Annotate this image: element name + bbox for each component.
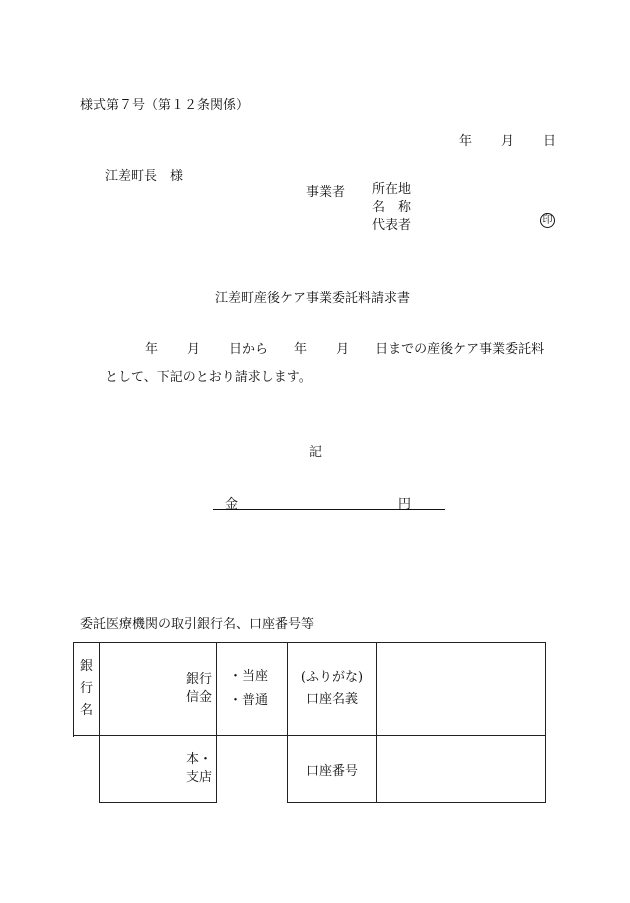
amount-line bbox=[213, 493, 445, 510]
account-number-label-cell bbox=[288, 736, 377, 803]
address-label: 所在地 bbox=[372, 182, 412, 197]
form-number: 様式第７号（第１２条関係） bbox=[80, 98, 250, 113]
body-month-2: 月 bbox=[336, 342, 350, 357]
body-year-2: 年 bbox=[294, 342, 308, 357]
ki-heading: 記 bbox=[309, 445, 323, 460]
applicant-label: 事業者 bbox=[306, 185, 346, 200]
body-until: 日までの産後ケア事業委託料 bbox=[375, 342, 545, 357]
addressee: 江差町長 様 bbox=[105, 169, 184, 184]
branch-cell[interactable] bbox=[100, 736, 217, 803]
bank-label-char: 名 bbox=[79, 703, 93, 718]
account-type-option: ・普通 bbox=[229, 693, 269, 708]
body-from: 日から bbox=[229, 342, 269, 357]
document-title: 江差町産後ケア事業委託料請求書 bbox=[215, 291, 411, 306]
bank-type-option: 銀行 bbox=[185, 672, 212, 687]
bank-label-char: 銀 bbox=[79, 659, 93, 674]
body-year-1: 年 bbox=[145, 342, 159, 357]
date-year-label: 年 bbox=[459, 134, 473, 149]
date-day-label: 日 bbox=[543, 134, 557, 149]
body-month-1: 月 bbox=[187, 342, 201, 357]
bank-label-char: 行 bbox=[79, 681, 93, 696]
bank-type-cell[interactable] bbox=[100, 643, 217, 736]
bank-section-heading: 委託医療機関の取引銀行名、口座番号等 bbox=[80, 617, 315, 632]
branch-option: 支店 bbox=[185, 770, 212, 785]
representative-label: 代表者 bbox=[372, 218, 412, 233]
bank-name-vertical-label bbox=[74, 643, 100, 736]
date-month-label: 月 bbox=[501, 134, 515, 149]
bank-type-option: 信金 bbox=[185, 690, 212, 705]
account-holder-label-cell bbox=[288, 643, 377, 736]
account-type-option: ・当座 bbox=[229, 669, 269, 684]
amount-kin-label: 金 bbox=[225, 497, 239, 512]
branch-option: 本・ bbox=[185, 752, 212, 767]
date-line bbox=[459, 130, 556, 149]
account-holder-label: 口座名義 bbox=[305, 692, 358, 707]
seal-mark: 印 bbox=[540, 213, 555, 228]
body-line-1 bbox=[145, 338, 544, 357]
account-number-input-cell[interactable] bbox=[377, 736, 546, 803]
furigana-label: (ふりがな) bbox=[300, 670, 364, 685]
account-holder-input-cell[interactable] bbox=[377, 643, 546, 736]
account-number-label: 口座番号 bbox=[305, 763, 358, 779]
body-line-2: として、下記のとおり請求します。 bbox=[105, 370, 312, 385]
account-type-cell[interactable] bbox=[217, 643, 288, 736]
bank-account-table bbox=[73, 642, 546, 803]
applicant-fields bbox=[372, 181, 411, 235]
amount-en-label: 円 bbox=[398, 497, 412, 512]
name-label: 名 称 bbox=[372, 200, 412, 215]
